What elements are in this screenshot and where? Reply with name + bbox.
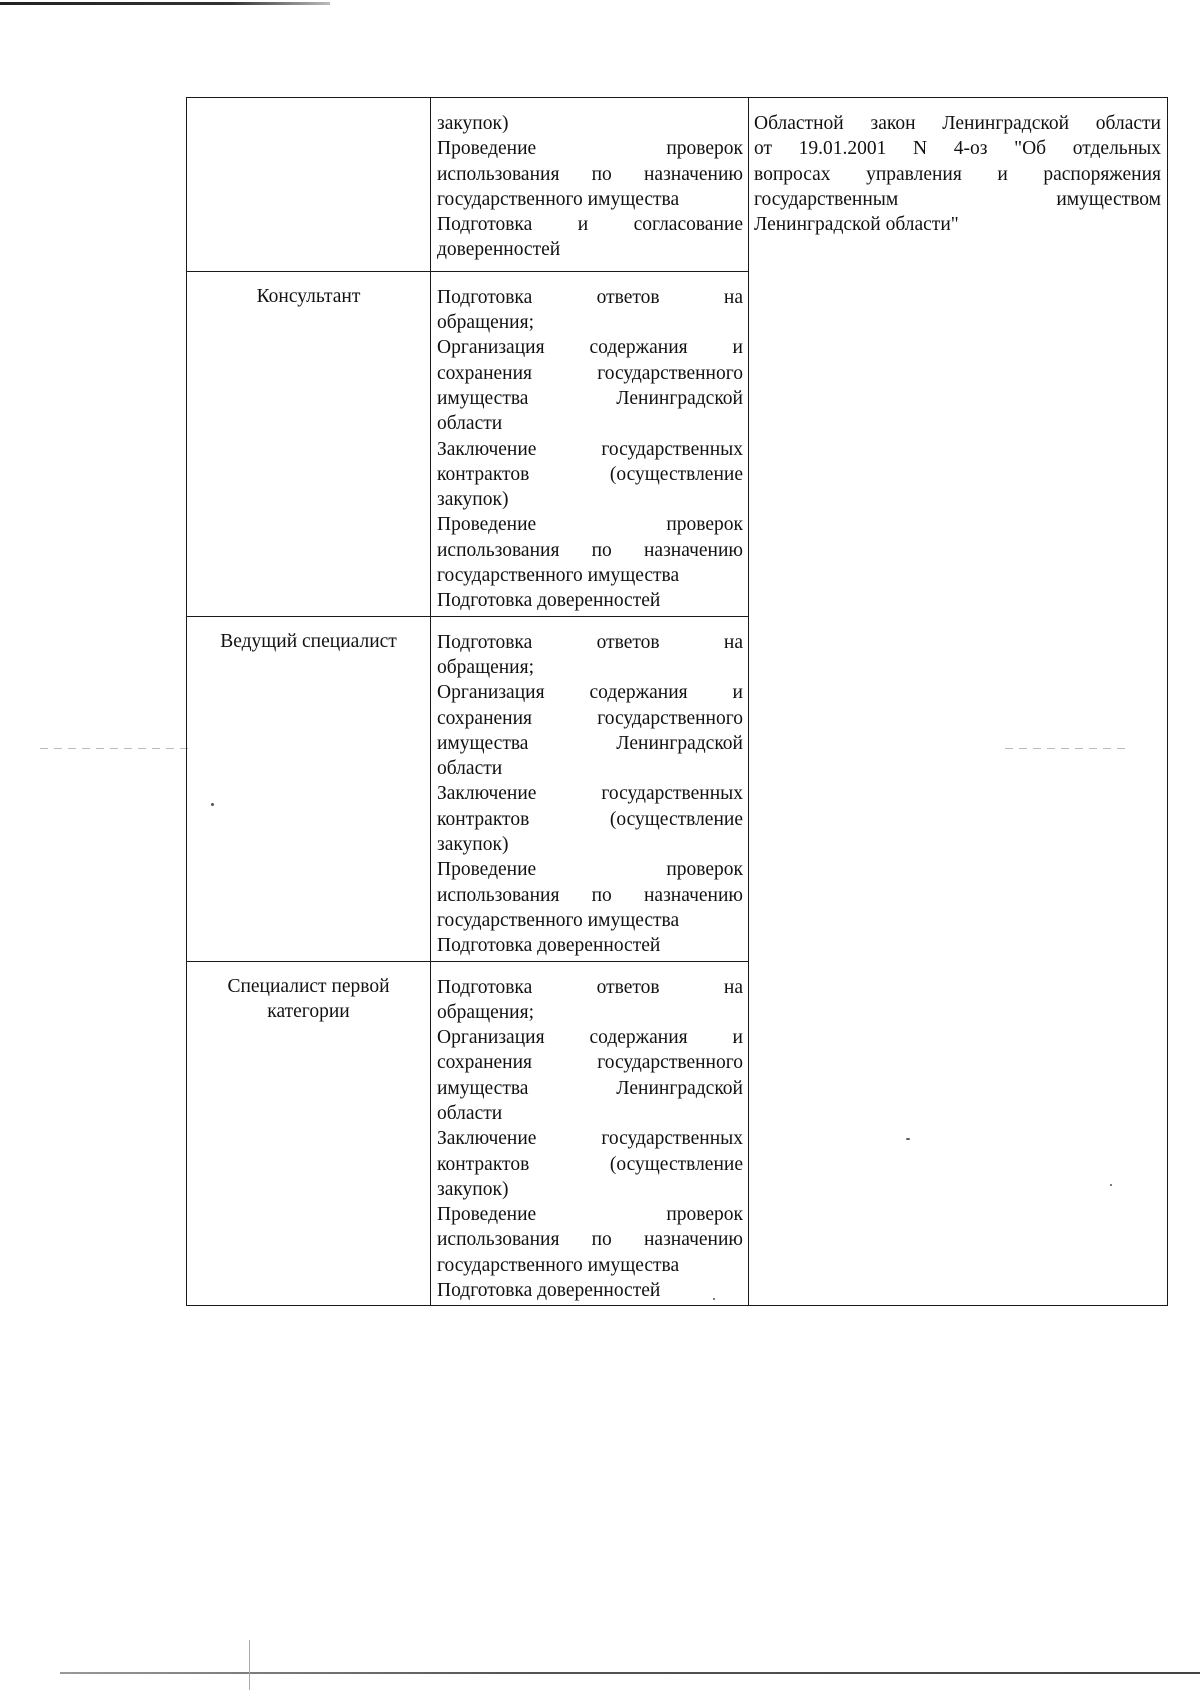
functions-line: закупок) <box>437 113 509 134</box>
functions-line: Подготовка доверенностей <box>437 1280 661 1302</box>
scan-edge-tick <box>249 1640 250 1690</box>
functions-line: сохранения государственного <box>437 362 743 384</box>
functions-cell <box>431 616 749 961</box>
functions-line: Организация содержания и <box>437 682 743 704</box>
functions-line: Подготовка ответов на <box>437 286 743 308</box>
scan-noise-dash <box>40 748 190 749</box>
functions-line: контрактов (осуществление <box>437 463 743 485</box>
functions-line: Подготовка доверенностей <box>437 590 661 612</box>
position-cell <box>187 961 431 1306</box>
functions-line: обращения; <box>437 656 535 678</box>
scan-edge-line-top <box>0 2 330 5</box>
functions-line: Подготовка ответов на <box>437 631 743 653</box>
functions-line: закупок) <box>437 489 509 511</box>
functions-line: использования по назначению <box>437 163 743 185</box>
functions-line: Организация содержания и <box>437 337 743 359</box>
functions-line: обращения; <box>437 1001 535 1023</box>
position-title: Ведущий специалист <box>220 630 397 652</box>
functions-line: Проведение проверок <box>437 859 743 881</box>
functions-line: использования по назначению <box>437 884 743 906</box>
functions-line: Подготовка ответов на <box>437 976 743 998</box>
functions-line: контрактов (осуществление <box>437 808 743 830</box>
law-reference-line: вопросах управления и распоряжения <box>754 163 1161 185</box>
functions-line: имущества Ленинградской <box>437 387 743 409</box>
functions-cell <box>431 98 749 272</box>
law-reference-line: Областной закон Ленинградской области <box>754 113 1161 134</box>
functions-line: государственного имущества <box>437 565 680 587</box>
law-reference-line: от 19.01.2001 N 4-оз "Об отдельных <box>754 138 1161 160</box>
functions-line: государственного имущества <box>437 188 680 210</box>
functions-line: сохранения государственного <box>437 1052 743 1074</box>
functions-line: области <box>437 413 503 435</box>
responsibilities-table <box>186 97 1168 1306</box>
position-cell <box>187 616 431 961</box>
functions-line: закупок) <box>437 834 509 856</box>
functions-line: области <box>437 1102 503 1124</box>
law-reference-line: Ленинградской области" <box>754 214 959 236</box>
law-reference-line: государственным имуществом <box>754 188 1161 210</box>
functions-line: Подготовка доверенностей <box>437 935 661 957</box>
position-cell <box>187 98 431 272</box>
functions-line: Организация содержания и <box>437 1027 743 1049</box>
table-row <box>187 98 1168 272</box>
position-title: Консультант <box>256 285 361 307</box>
functions-line: Проведение проверок <box>437 1204 743 1226</box>
functions-line: Заключение государственных <box>437 783 743 805</box>
functions-line: обращения; <box>437 312 535 334</box>
functions-line: государственного имущества <box>437 909 680 931</box>
functions-line: сохранения государственного <box>437 707 743 729</box>
functions-line: Заключение государственных <box>437 1128 743 1150</box>
functions-line: Подготовка и согласование <box>437 214 743 236</box>
functions-line: доверенностей <box>437 239 561 261</box>
functions-cell <box>431 961 749 1306</box>
functions-cell <box>431 271 749 616</box>
scan-edge-line-bottom <box>60 1672 1200 1674</box>
functions-line: Проведение проверок <box>437 138 743 160</box>
functions-line: контрактов (осуществление <box>437 1153 743 1175</box>
functions-line: области <box>437 758 503 780</box>
functions-line: государственного имущества <box>437 1254 680 1276</box>
functions-line: использования по назначению <box>437 539 743 561</box>
functions-line: имущества Ленинградской <box>437 732 743 754</box>
functions-line: закупок) <box>437 1178 509 1200</box>
functions-line: Заключение государственных <box>437 438 743 460</box>
position-title: Специалист первой <box>227 975 390 997</box>
functions-line: имущества Ленинградской <box>437 1077 743 1099</box>
position-title: категории <box>267 1000 350 1022</box>
functions-line: использования по назначению <box>437 1229 743 1251</box>
position-cell <box>187 271 431 616</box>
law-reference-cell <box>749 98 1168 1306</box>
functions-line: Проведение проверок <box>437 514 743 536</box>
